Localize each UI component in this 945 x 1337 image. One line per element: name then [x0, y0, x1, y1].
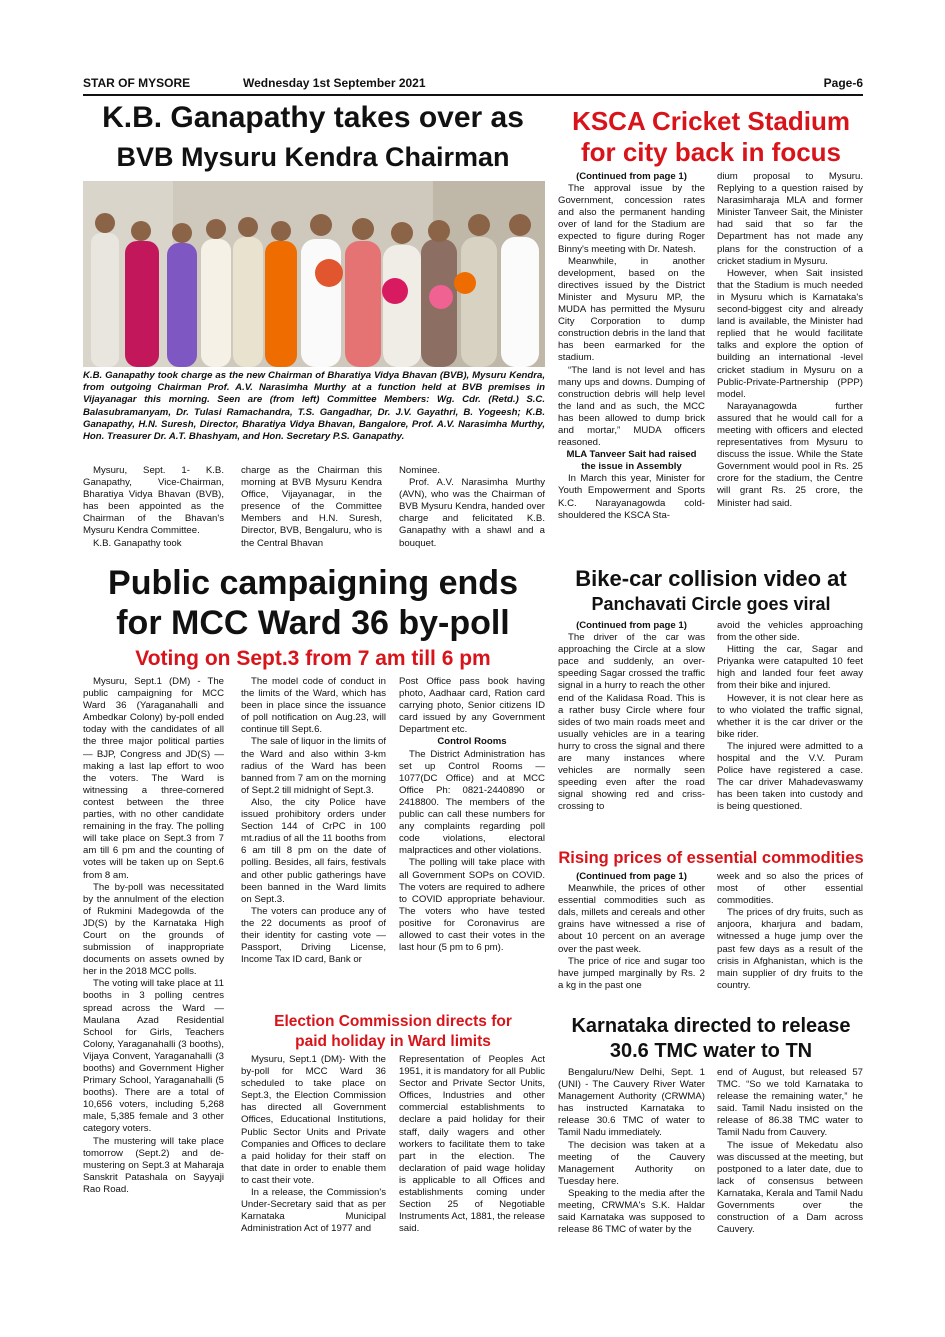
ksca-para-5: dium proposal to Mysuru. Replying to a question raised by Narasimharaja MLA and former Minister Tanveer Sait, the Minister had said that so far the Department has not made any plans for the construction of a cricket stadium in Mysuru.: [717, 171, 863, 267]
ksca-subhead: MLA Tanveer Sait had raised the issue in Assembly: [566, 449, 697, 473]
bike-para-5: The injured were admitted to a hospital and the V.V. Puram Police have registered a case. The car driver Mahadevaswamy has been taken into custody and is being questioned.: [717, 740, 863, 813]
ksca-para-3: “The land is not level and has many ups and downs. Dumping of construction debris will help level the land and as such, the MCC has been allowed to dump brick and mortar,” MUDA officers reasoned.: [558, 364, 705, 449]
group-photo-figures: [83, 181, 545, 367]
water-column-1: [558, 1067, 705, 1236]
ksca-headline-1: KSCA Cricket Stadium: [572, 106, 850, 136]
campaign-para-3: The voting will take place at 11 booths in 3 polling centres spread across the Ward — Maulana Azad Residential School for Girls, Teachers Colony, Yaraganahalli (3 booths), Vijaya Convent, Yaraganahalli (3 booths) and Government Higher Primary School, Yaraganahalli (5 booths). There are a total of 10,656 voters, including 5,268 male, 5,385 female and 3 other category voters.: [83, 978, 224, 1135]
bike-continued: (Continued from page 1): [576, 620, 687, 631]
ksca-para-2: Meanwhile, in another development, based on the directives issued by the District Minister and Mysuru MP, the MUDA has permitted the Mysuru City Corporation to dump construction debris in the land that has been earmarked for the stadium.: [558, 255, 705, 364]
ganapathy-headline-2: BVB Mysuru Kendra Chairman: [116, 142, 510, 172]
election-para-1: Mysuru, Sept.1 (DM)- With the by-poll for MCC Ward 36 scheduled to take place on Sept.3, the Election Commission has directed all Government Offices, Educational Institutions, Public Sector Units and Private Companies and Offices to declare a paid holiday for their staff on that date in order to enable them to cast their vote.: [241, 1054, 386, 1186]
bike-para-3: Hitting the car, Sagar and Priyanka were catapulted 10 feet high and landed four feet away from their bike and injured.: [717, 644, 863, 692]
prices-para-2: The price of rice and sugar too have jumped marginally by Rs. 2 a kg in the past one: [558, 955, 705, 991]
water-para-4: end of August, but released 57 TMC. “So we told Karnataka to release the remaining water,” he said. Tamil Nadu insisted on the release of 86.38 TMC water to Tamil Nadu from Cauvery.: [717, 1067, 863, 1139]
election-column-2: [399, 1054, 545, 1235]
ganapathy-para-4: Nominee.: [399, 465, 441, 476]
water-para-5: The issue of Mekedatu also was discussed at the meeting, but postponed to a later date, due to lack of consensus between Karnataka, Kerala and Tamil Nadu Governments over the construction of a Dam across Cauvery.: [717, 1139, 863, 1236]
campaign-headline-1: Public campaigning ends: [108, 564, 518, 602]
bike-headline-2: Panchavati Circle goes viral: [591, 594, 831, 614]
bike-column-2: [717, 620, 863, 814]
campaign-para-4: The mustering will take place tomorrow (Sept.2) and de-mustering on Sept.3 at Maharaja Sanskrit Patashala on Sayyaji Rao Road.: [83, 1135, 224, 1195]
ksca-headline-2: for city back in focus: [580, 137, 842, 167]
campaign-para-9: Post Office pass book having photo, Aadhaar card, Ration card carrying photo, Senior citizens ID card issued by any Government Department etc.: [399, 676, 545, 736]
ksca-column-1: [558, 171, 705, 522]
ganapathy-para-3: charge as the Chairman this morning at BVB Mysuru Kendra Office, Vijayanagar, in the presence of the Committee Members and H.N. Suresh, Director, BVB, Bengaluru, who is the Central Bhavan: [241, 465, 382, 549]
campaign-para-2: The by-poll was necessitated by the annulment of the election of Rukmini Madegowda of the JD(S) by the Karnataka High Court on the grounds of submission of inappropriate documents on assets owned by her in the 2018 MCC polls.: [83, 881, 224, 978]
campaign-para-6: The sale of liquor in the limits of the Ward and also within 3-km radius of the Ward has been banned from 7 am on the morning of Sept.2 till midnight of Sept.3.: [241, 736, 386, 796]
ksca-para-4: In March this year, Minister for Youth Empowerment and Sports K.C. Narayanagowda cold-shouldered the KSCA Sta-: [558, 473, 705, 521]
election-headline-2: paid holiday in Ward limits: [295, 1033, 491, 1050]
paper-name: STAR OF MYSORE: [83, 76, 191, 90]
prices-continued: (Continued from page 1): [576, 871, 687, 882]
campaign-subheadline: Voting on Sept.3 from 7 am till 6 pm: [135, 647, 491, 670]
campaign-headline-2: for MCC Ward 36 by-poll: [116, 604, 510, 642]
prices-headline: Rising prices of essential commodities: [558, 849, 864, 867]
ksca-para-1: The approval issue by the Government, concession rates and also the permanent handing over of land for the Stadium are expected to figure during Roger Binny's meeting with Dr. Natesh.: [558, 183, 705, 255]
ganapathy-para-2: K.B. Ganapathy took: [93, 537, 182, 549]
ganapathy-photo-caption: K.B. Ganapathy took charge as the new Chairman of Bharatiya Vidya Bhavan (BVB), Mysuru Kendra, from outgoing Chairman Prof. A.V. Narasimha Murthy at a function held at BVB premises in Vijayanagar this morning. Seen are (from left) Committee Members: Wg. Cdr. (Retd.) S.C. Balasubramanyam, Dr. Tulasi Ramachandra, T.S. Gangadhar, Dr. J.V. Gayathri, B. Yogeesh; K.B. Ganapathy, H.N. Suresh, Director, Bharatiya Vidya Bhavan, Bangalore, Prof. A.V. Narasimha Murthy, Hon. Treasurer Dr. A.T. Bhashyam, and Hon. Secretary P.S. Ganapathy.: [83, 370, 545, 443]
page-number: Page-6: [823, 76, 863, 90]
water-para-2: The decision was taken at a meeting of the Cauvery Management Authority on Tuesday here.: [558, 1139, 705, 1187]
issue-date: Wednesday 1st September 2021: [243, 76, 426, 90]
campaign-column-1: [83, 676, 224, 1196]
ganapathy-column-2: [241, 465, 382, 550]
prices-para-3: week and so also the prices of most of other essential commodities.: [717, 871, 863, 907]
prices-column-1: [558, 871, 705, 992]
campaign-para-5: The model code of conduct in the limits of the Ward, which has been in place since the issuance of poll notification on Aug.23, will continue till Sept.6.: [241, 676, 386, 736]
ganapathy-column-3: [399, 465, 545, 550]
campaign-column-2: [241, 676, 386, 966]
bike-para-1: The driver of the car was approaching the Circle at a slow pace and suddenly, an over-speeding Sagar crossed the traffic signal in a hurry to reach the other end of the Kalidasa Road. This is a rather busy Circle where four sides of two main roads meet and usually vehicles are in a tearing hurry to cross the signal and there are many instances where vehicles are normally seen speeding even after the road signal showing red and criss-crossing to: [558, 632, 705, 813]
masthead: [83, 76, 863, 94]
bvb-group-photo: [83, 181, 545, 367]
bike-para-4: However, it is not clear here as to who violated the traffic signal, whether it is the car driver or the bike rider.: [717, 692, 863, 740]
ganapathy-column-1: [83, 465, 224, 550]
masthead-rule: [83, 94, 863, 96]
campaign-para-1: Mysuru, Sept.1 (DM) - The public campaigning for MCC Ward 36 (Yaraganahalli and Ambedkar Colony) by-poll ended today with the candidates of all the three major political parties — BJP, Congress and JD(S) — making a last lap effort to woo the voters. The Ward is witnessing a three-cornered contest between the three parties, with no other candidate remaining in the fray. The polling will take place on Sept.3 from 7 am till 6 pm and the counting of votes will be taken up on Sept.6 from 8 am.: [83, 676, 224, 881]
campaign-para-8: The voters can produce any of the 22 documents as proof of their identity for casting vote — Passport, Driving License, Income Tax ID card, Bank or: [241, 905, 386, 966]
water-headline-1: Karnataka directed to release: [571, 1015, 851, 1037]
prices-column-2: [717, 871, 863, 992]
prices-para-1: Meanwhile, the prices of other essential commodities such as dals, millets and cereals and other grains have witnessed a rise of about 10 percent on an average over the past week.: [558, 883, 705, 955]
campaign-para-10: The District Administration has set up Control Rooms — 1077(DC Office) and at MCC Office Ph: 0821-2440890 or 2418800. The members of the public can call these numbers for any complaints regarding poll code violations, electoral malpractices and other violations.: [399, 748, 545, 857]
ksca-continued: (Continued from page 1): [576, 171, 687, 182]
water-para-3: Speaking to the media after the meeting, CRWMA's S.K. Haldar said Karnataka was supposed to release 86 TMC of water by the: [558, 1187, 705, 1236]
ganapathy-para-1: Mysuru, Sept. 1- K.B. Ganapathy, Vice-Chairman, Bharatiya Vidya Bhavan (BVB), has been appointed as the Chairman of the Bhavan's Mysuru Kendra Committee.: [83, 465, 224, 537]
water-headline-2: 30.6 TMC water to TN: [609, 1040, 813, 1062]
campaign-column-3: [399, 676, 545, 954]
prices-para-4: The prices of dry fruits, such as anjoora, kharjura and badam, witnessed a huge jump over the past few days as a result of the crisis in Afghanistan, which is the main supplier of dry fruits to the country.: [717, 907, 863, 991]
election-para-2: In a release, the Commission's Under-Secretary said that as per Karnataka Municipal Administration Act of 1977 and: [241, 1187, 386, 1235]
bike-headline-1: Bike-car collision video at: [575, 566, 847, 591]
bike-column-1: [558, 620, 705, 814]
water-para-1: Bengaluru/New Delhi, Sept. 1 (UNI) - The Cauvery River Water Management Authority (CRWMA) has instructed Karnataka to release 30.6 TMC of water to Tamil Nadu immediately.: [558, 1067, 705, 1139]
ksca-column-2: [717, 171, 863, 510]
ganapathy-headline-1: K.B. Ganapathy takes over as: [102, 101, 524, 134]
campaign-para-11: The polling will take place with all Government SOPs on COVID. The voters are required to adhere to COVID appropriate behaviour. The voters who have tested positive for Coronavirus are allowed to cast their votes in the last hour (5 pm to 6 pm).: [399, 857, 545, 954]
campaign-subhead-control-rooms: Control Rooms: [437, 736, 507, 748]
ksca-para-7: Narayanagowda further assured that he would call for a meeting with officers and elected representatives from Mysuru to discuss the issue. While the State Government would pool in Rs. 25 crore for the stadium, the Centre will grant Rs. 25 crore, the Minister had said.: [717, 400, 863, 509]
election-column-1: [241, 1054, 386, 1235]
election-headline-1: Election Commission directs for: [274, 1013, 512, 1030]
campaign-para-7: Also, the city Police have issued prohibitory orders under Section 144 of CrPC in 100 mt.radius of all the 11 booths from 6 am till 8 pm on the date of polling. Besides, all fairs, festivals and other public gatherings have been banned in the Ward limits on Sept.3.: [241, 796, 386, 905]
bike-para-2: avoid the vehicles approaching from the other side.: [717, 620, 863, 644]
election-para-3: Representation of Peoples Act 1951, it is mandatory for all Public Sector and Private Sector Units, Offices, Industries and other commercial establishments to declare a paid holiday for their staff, daily wagers and other workers to facilitate them to take part in the election. The declaration of paid wage holiday is applicable to all Offices and establishments coming under Section 25 of Negotiable Instruments Act, 1881, the release said.: [399, 1054, 545, 1235]
ganapathy-para-5: Prof. A.V. Narasimha Murthy (AVN), who was the Chairman of BVB Mysuru Kendra, handed over charge and felicitated K.B. Ganapathy with a shawl and a bouquet.: [399, 477, 545, 549]
ksca-para-6: However, when Sait insisted that the Stadium is much needed in Mysuru which is Karnataka's second-biggest city and already land is available, the Minister had replied that he would facilitate talks and explore the option of building an international -level cricket stadium in Mysuru on a Public-Private-Partnership (PPP) model.: [717, 267, 863, 400]
water-column-2: [717, 1067, 863, 1236]
